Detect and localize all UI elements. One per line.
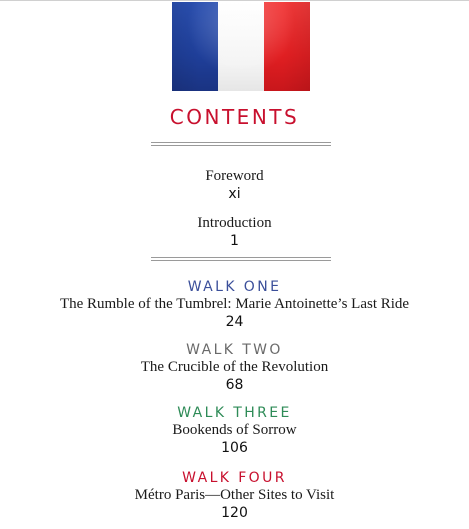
toc-entry-title: Foreword	[205, 168, 264, 184]
walk-label: WALK ONE	[187, 279, 282, 295]
section-divider	[151, 257, 331, 261]
toc-entry-title: Bookends of Sorrow	[172, 422, 297, 438]
walk-label: WALK FOUR	[182, 470, 287, 486]
walk-label: WALK TWO	[186, 342, 283, 358]
toc-entry-title: The Rumble of the Tumbrel: Marie Antoinette’s Last Ride	[59, 296, 410, 312]
toc-entry-walk-one[interactable]	[0, 279, 469, 331]
toc-entry-introduction[interactable]	[0, 215, 469, 250]
toc-entry-page: 120	[221, 505, 248, 521]
toc-entry-title: The Crucible of the Revolution	[140, 359, 329, 375]
top-border	[0, 0, 469, 1]
toc-entry-walk-two[interactable]	[0, 342, 469, 394]
walk-label: WALK THREE	[177, 405, 292, 421]
toc-entry-foreword[interactable]	[0, 168, 469, 203]
toc-entry-page: 24	[225, 314, 244, 330]
toc-entry-page: xi	[228, 186, 241, 202]
contents-heading: CONTENTS	[169, 105, 300, 129]
toc-entry-page: 68	[225, 377, 244, 393]
toc-entry-title: Métro Paris—Other Sites to Visit	[134, 487, 335, 503]
toc-entry-walk-three[interactable]	[0, 405, 469, 457]
toc-entry-page: 1	[230, 233, 239, 249]
toc-entry-page: 106	[221, 440, 248, 456]
toc-entry-title: Introduction	[197, 215, 272, 231]
heading-divider	[151, 142, 331, 146]
toc-entry-walk-four[interactable]	[0, 470, 469, 522]
french-flag-image	[172, 2, 310, 91]
